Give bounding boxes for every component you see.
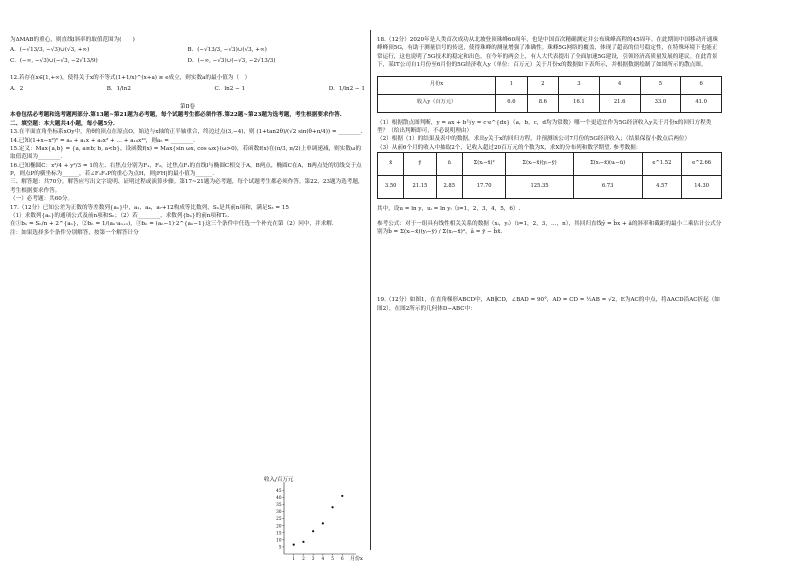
q13: 13.在平面直角坐标系xOy中，角θ的顶点在原点O，始边与x轴的正半轴重合，终边过点(3,−4)，则 (1+tan2θ)/(√2 sin(θ+π/4)) = ________. — [10, 129, 363, 136]
data-point — [302, 541, 304, 543]
q19-stem: 19.（12分）如图1，在直角梯形ABCD中，AB∥CD，∠BAD = 90°，AD = CD = ½AB = √2，E为AC的中点，将ΔACD沿AC折起（如图2），在图2所示的几何体D−ABC中： — [377, 297, 720, 312]
table-cell: 收入y（百万元） — [378, 94, 496, 112]
x-tick-label: 3 — [311, 556, 315, 561]
table-cell: x̄ — [378, 153, 404, 176]
q12-option-d: D．1/ln2 − 1 — [328, 85, 365, 92]
q17-conditions: 在①bₙ = Sₙ/n + 2^{aₙ}，②bₙ = 1/(aₙ·aₙ₊₁)，③bₙ = (aₙ−1)·2^{aₙ−1}这三个条件中任选一个补充在第（2）问中，并求解. — [10, 221, 334, 228]
table-cell: 6.6 — [496, 94, 527, 112]
q17-note: 注：如果选择多个条件分别解答，按第一个解答计分 — [10, 229, 139, 236]
x-tick-label: 4 — [321, 556, 325, 561]
y-tick-label: 5 — [278, 544, 282, 550]
chart-points — [293, 495, 344, 546]
x-tick-label: 2 — [302, 556, 305, 561]
table-cell: 21.15 — [404, 176, 436, 199]
table-row — [378, 176, 722, 199]
table-cell: 14.30 — [682, 176, 722, 199]
chart-y-axis-label: 收入/百万元 — [264, 477, 294, 483]
q17-parts: （1）求数列{aₙ}的通项公式及前n项和Sₙ；（2）若________，求数列{bₙ}的前n项和Tₙ. — [10, 213, 230, 220]
y-tick-label: 35 — [276, 502, 282, 508]
table-cell: Σ(xᵢ−x̄)² — [462, 153, 505, 176]
table-row — [378, 76, 722, 94]
table-cell: 4.57 — [642, 176, 682, 199]
table-cell: ȳ — [404, 153, 436, 176]
q18-part1: （1）根据散点图判断，y = ax + b与y = c·e^{dx}（a，b，c，d均为常数）哪一个更适宜作为5G经济收入y关于月份x的回归方程类型？（给出判断即可，不必说明理由） — [377, 119, 712, 134]
q11-options — [10, 46, 365, 65]
table-row — [378, 94, 722, 112]
y-tick-label: 15 — [276, 530, 282, 536]
table-row — [378, 153, 722, 176]
table-cell: 41.0 — [681, 94, 722, 112]
y-tick-label: 25 — [276, 516, 282, 522]
column-divider — [370, 30, 371, 550]
q14: 14.已知(1+x−x²)⁵ = a₀ + a₁x + a₂x² + … + a₁₀x¹⁰，则a₅ = ________. — [10, 137, 195, 144]
section2-title: 第Ⅱ卷 — [180, 103, 195, 110]
x-tick-label: 1 — [292, 556, 296, 561]
section2-description: 本卷包括必考题和选考题两部分.第13题~第21题为必考题，每个试题考生都必须作答.第22题~第23题为选考题，考生根据要求作答. — [10, 112, 342, 119]
right-column — [377, 36, 722, 313]
q18-where: 其中，设u = ln y，uᵢ = ln yᵢ（i=1，2，3，4，5，6）. — [377, 206, 521, 213]
y-tick-label: 40 — [276, 494, 282, 500]
q16: 16.已知椭圆C：x²/4 + y²/3 = 1的左、右焦点分别为F₁，F₂，过焦点F₁的直线l与椭圆C相交于A，B两点，椭圆C在A，B两点处的切线交于点P，则点P的横坐标为______，若∠F₁F₂P的重心为点H，则|FH|的最小值为______. — [10, 162, 362, 178]
table-cell: 21.6 — [599, 94, 640, 112]
table-cell: 8.6 — [527, 94, 558, 112]
q12-option-a: A．2 — [10, 85, 24, 92]
q17: 17.（12分）已知公差为正数的等差数列{aₙ}中，a₁，a₄，a₇+12构成等比数列，Sₙ是其前n项和，满足S₃ = 15 — [10, 204, 289, 211]
q11-option-d: D．(−∞, −√3)∪(−√3, −2√13/3) — [187, 57, 276, 64]
chart-x-axis-label: 月份x — [350, 556, 363, 562]
table-cell: 3 — [559, 76, 600, 94]
x-tick-label: 5 — [331, 556, 334, 561]
reference-formula: 参考公式：对于一组具有线性相关关系的数据（xᵢ，yᵢ）（i=1，2，3，…，n），其回归直线ŷ = b̂x + â的斜率和截距的最小二乘估计公式分别为b̂ = Σ(xᵢ−x̄)(yᵢ−ȳ) / Σ(xᵢ−x̄)²，â = ȳ − b̂x̄. — [377, 220, 722, 235]
table-cell: 16.1 — [559, 94, 600, 112]
x-tick-label: 6 — [340, 556, 344, 561]
table-cell: 2 — [527, 76, 558, 94]
q11-option-a: A．(−√13/3, −√3)∪(√3, +∞) — [10, 47, 90, 54]
table-cell: 33.0 — [640, 94, 681, 112]
data-point — [293, 544, 295, 546]
y-tick-label: 30 — [276, 509, 282, 515]
data-point — [312, 530, 314, 532]
table-cell: Σ(xᵢ−x̄)(yᵢ−ȳ) — [506, 153, 573, 176]
q12-options — [10, 85, 365, 93]
table-cell: 5 — [640, 76, 681, 94]
q12-option-c: C．ln2 − 1 — [214, 85, 246, 92]
y-tick-label: 10 — [276, 537, 282, 543]
table-cell: 1 — [496, 76, 527, 94]
data-point — [331, 506, 333, 508]
table-cell: 17.70 — [462, 176, 505, 199]
data-point — [341, 495, 343, 497]
q11-option-b: B．(−√13/3, −√3)∪(√3, +∞) — [187, 47, 267, 54]
solve-title: 三、解答题：共70分。解答应写出文字说明、证明过程或演算步骤。第17~21题为必考题，每个试题考生都必须作答。第22、23题为选考题，考生根据要求作答。 — [10, 179, 364, 194]
table-cell: 月份x — [378, 76, 496, 94]
table-cell: 6 — [681, 76, 722, 94]
scatter-chart — [262, 474, 367, 562]
q18-part3: （3）从前6个月的收入中抽取2个，记收入超过20百万元的个数为X，求X的分布列和数学期望. 参考数据： — [377, 144, 642, 151]
table-cell: 3.50 — [378, 176, 404, 199]
income-table — [377, 76, 722, 113]
q18-stem: 18.（12分）2020年是人类首次成功从北坡登顶珠峰60周年，也是中国首次精确测定并公布珠峰高程的45周年。在此期间中国移动开通珠峰峰顶5G，有助于测量信号的传送，使得珠峰的测量增强了准确性。珠峰5G网络的覆盖，体现了超高的信号稳定性，在特殊环境下也能正常运行，这也说明了5G技术的稳定和出色。在今年的两会上，有人大代表提出了全面加速5G建设，引领经济高质量发展的建议。在此背景下，某IT公司自1月份至6月份的5G经济收入y（单位：百万元）关于月份x的数据如下表所示，并根据数据绘制了如图所示的散点图。 — [377, 37, 718, 69]
data-point — [322, 522, 324, 524]
y-tick-label: 45 — [276, 487, 282, 493]
q15: 15.定义：Max{a,b} = {a, a≥b; b, a<b}，设函数f(x) = Max{sin ωx, cos ωx}(ω>0)，若函数f(x)在(π/3, π/2)上单调递减，则实数ω的取值范围为________. — [10, 145, 362, 161]
table-cell: 2.85 — [436, 176, 462, 199]
left-column — [10, 36, 365, 237]
q11-option-c: C．(−∞, −√3)∪(−√3, −2√13/9) — [10, 57, 98, 64]
table-cell: 6.73 — [573, 176, 642, 199]
q12-stem: 12.若存在x∈[1,+∞)，使得关于x的不等式(1+1/x)^(x+a) ≥ e成立，则实数a的最小值为（ ） — [10, 75, 251, 82]
table-cell: Σ(xᵢ−x̄)(uᵢ−ū) — [573, 153, 642, 176]
table-cell: ū — [436, 153, 462, 176]
reference-data-table — [377, 152, 722, 199]
fill-in-title: 二、填空题：本大题共4小题，每小题5分. — [10, 120, 115, 127]
table-cell: 125.35 — [506, 176, 573, 199]
q18-part2: （2）根据（1）的结果及表中的数据，求出y关于x的回归方程，并预测该公司7月份的5G经济收入；（结果保留小数点后两位） — [377, 136, 691, 143]
table-cell: e^2.66 — [682, 153, 722, 176]
table-cell: e^1.52 — [642, 153, 682, 176]
table-cell: 4 — [599, 76, 640, 94]
q11-stem: 为ΔMAB的重心，则直线l斜率的取值范围为( ) — [10, 37, 135, 43]
chart-axes — [276, 482, 356, 561]
required-note: （一）必考题：共60分。 — [10, 196, 74, 203]
q12-option-b: B．1/ln2 — [106, 85, 131, 92]
y-tick-label: 20 — [276, 523, 282, 529]
